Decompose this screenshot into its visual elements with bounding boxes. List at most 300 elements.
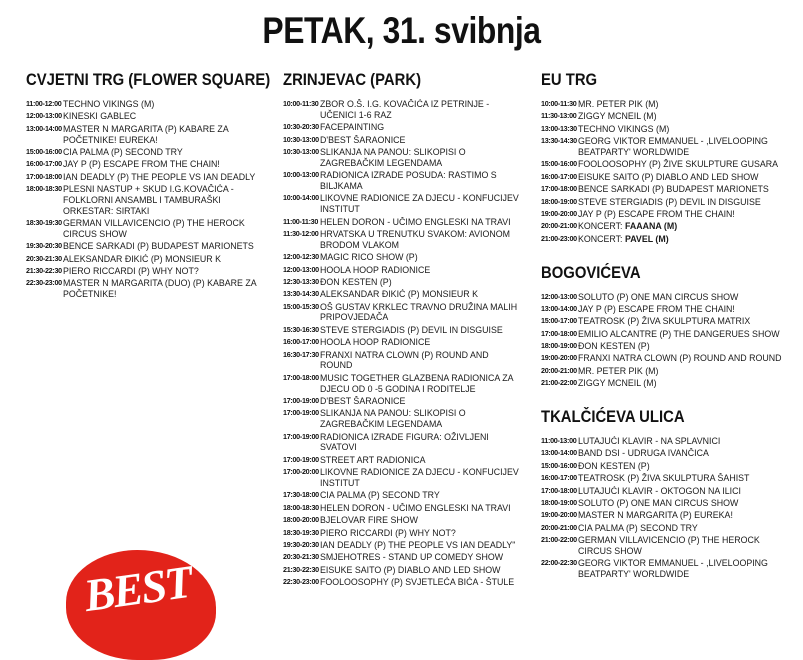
schedule-row xyxy=(283,373,531,395)
event-time: 11:00-13:00 xyxy=(541,436,577,446)
venue-title: CVJETNI TRG (FLOWER SQUARE) xyxy=(26,71,271,89)
schedule-row xyxy=(541,366,795,377)
event-time: 20:00-21:00 xyxy=(541,365,577,375)
event-name xyxy=(320,277,520,288)
column-1 xyxy=(26,70,274,308)
event-text: TECHNO VIKINGS (M) xyxy=(63,99,155,109)
event-text: MAGIC RICO SHOW (P) xyxy=(320,252,418,263)
schedule-row xyxy=(541,535,795,557)
event-name xyxy=(320,99,520,121)
schedule-row xyxy=(283,540,531,551)
event-text: KONCERT: xyxy=(578,221,623,232)
event-name xyxy=(578,234,784,245)
event-text: HOOLA HOOP RADIONICE xyxy=(320,337,431,348)
event-time: 18:00-19:00 xyxy=(541,341,577,351)
event-name xyxy=(578,184,784,195)
event-text: SMJEHOTRES - STAND UP COMEDY SHOW xyxy=(320,552,504,563)
event-text: CIA PALMA (P) SECOND TRY xyxy=(320,490,440,501)
schedule-row xyxy=(541,197,795,208)
event-time: 19:30-20:30 xyxy=(26,241,62,251)
event-name xyxy=(578,378,784,389)
event-time: 10:30-20:30 xyxy=(283,122,319,132)
event-name xyxy=(320,350,520,372)
event-time: 16:30-17:30 xyxy=(283,349,319,359)
schedule-row xyxy=(541,99,795,110)
event-time: 10:00-13:00 xyxy=(283,170,319,180)
event-name xyxy=(578,209,784,220)
event-time: 11:00-12:00 xyxy=(26,99,62,108)
event-time: 19:00-20:00 xyxy=(541,208,577,218)
schedule-row xyxy=(541,292,795,303)
event-text: MR. PETER PIK (M) xyxy=(578,365,659,376)
schedule-row xyxy=(541,510,795,521)
event-text: STEVE STERGIADIS (P) DEVIL IN DISGUISE xyxy=(578,196,761,207)
venue-section xyxy=(541,70,795,245)
event-text: MR. PETER PIK (M) xyxy=(578,99,659,109)
event-name xyxy=(63,99,263,110)
schedule-row xyxy=(541,111,795,122)
event-name xyxy=(578,498,784,509)
schedule-row xyxy=(541,498,795,509)
event-text: JAY P (P) ESCAPE FROM THE CHAIN! xyxy=(578,303,735,314)
schedule-row xyxy=(26,241,274,252)
event-name xyxy=(578,461,784,472)
event-text: CIA PALMA (P) SECOND TRY xyxy=(63,146,183,157)
event-text: IAN DEADLY (P) THE PEOPLE VS IAN DEADLY" xyxy=(320,539,516,550)
event-text: ZIGGY MCNEIL (M) xyxy=(578,111,657,122)
event-text: FOOLOOSOPHY (P) ŽIVE SKULPTURE GUSARA xyxy=(578,159,779,170)
event-text: TEATROSK (P) ŽIVA SKULPTURA MATRIX xyxy=(578,316,751,327)
event-name xyxy=(578,448,784,459)
event-time: 18:00-19:00 xyxy=(541,196,577,206)
schedule-row xyxy=(541,341,795,352)
event-text: LIKOVNE RADIONICE ZA DJECU - KONFUCIJEV INSTITUT xyxy=(320,467,519,488)
schedule-row xyxy=(283,503,531,514)
schedule-row xyxy=(283,99,531,121)
schedule-row xyxy=(26,124,274,146)
event-text: GEORG VIKTOR EMMANUEL - ,LIVELOOPING BEATPARTY' WORLDWIDE xyxy=(578,136,768,157)
event-time: 13:30-14:30 xyxy=(541,136,577,146)
schedule-row xyxy=(283,147,531,169)
event-time: 10:00-11:30 xyxy=(541,99,577,108)
event-name xyxy=(63,254,263,265)
event-name xyxy=(320,135,520,146)
event-time: 11:00-11:30 xyxy=(283,216,319,226)
event-time: 13:00-14:00 xyxy=(541,303,577,313)
event-name xyxy=(63,278,263,300)
event-text: SOLUTO (P) ONE MAN CIRCUS SHOW xyxy=(578,497,739,508)
event-time: 19:00-20:00 xyxy=(541,353,577,363)
event-text: FOOLOOSOPHY (P) SVJETLEĆA BIĆA - ŠTULE xyxy=(320,577,515,588)
event-name xyxy=(320,170,520,192)
event-text: ZIGGY MCNEIL (M) xyxy=(578,378,657,389)
event-time: 20:00-21:00 xyxy=(541,221,577,231)
schedule-row xyxy=(283,467,531,489)
schedule-row xyxy=(283,515,531,526)
event-text: BENCE SARKADI (P) BUDAPEST MARIONETS xyxy=(63,241,254,252)
event-name xyxy=(63,124,263,146)
event-text: PLESNI NASTUP + SKUD I.G.KOVAČIĆA - FOLKLORNI ANSAMBL I TAMBURAŠKI ORKESTAR: SIRTAKI xyxy=(63,184,234,216)
event-name xyxy=(578,136,784,158)
schedule-row xyxy=(283,302,531,324)
event-text: LUTAJUĆI KLAVIR - NA SPLAVNICI xyxy=(578,436,721,447)
schedule-row xyxy=(283,408,531,430)
event-name xyxy=(320,455,520,466)
schedule-row xyxy=(541,523,795,534)
event-time: 17:00-19:00 xyxy=(283,396,319,406)
schedule-row xyxy=(283,396,531,407)
event-name xyxy=(320,552,520,563)
event-text: LUTAJUĆI KLAVIR - OKTOGON NA ILICI xyxy=(578,485,741,496)
schedule-row xyxy=(541,221,795,232)
schedule-row xyxy=(541,473,795,484)
schedule-row xyxy=(541,316,795,327)
event-name xyxy=(320,289,520,300)
event-name xyxy=(320,408,520,430)
event-time: 13:00-14:00 xyxy=(541,448,577,458)
event-name xyxy=(63,241,263,252)
schedule-row xyxy=(283,432,531,454)
event-name xyxy=(578,341,784,352)
venue-section xyxy=(541,407,795,580)
event-text: ĐON KESTEN (P) xyxy=(320,276,392,287)
event-time: 17:00-19:00 xyxy=(283,431,319,441)
event-text: OŠ GUSTAV KRKLEC TRAVNO DRUŽINA MALIH PRIPOVJEDAČA xyxy=(320,301,518,323)
venue-title: ZRINJEVAC (PARK) xyxy=(283,71,422,89)
schedule-row xyxy=(26,278,274,300)
event-name xyxy=(578,124,784,135)
event-headliner: FAAANA (M) xyxy=(624,221,678,232)
event-time: 12:30-13:30 xyxy=(283,276,319,286)
event-name xyxy=(320,147,520,169)
event-text: KINESKI GABLEC xyxy=(63,111,137,122)
event-name xyxy=(320,467,520,489)
event-name xyxy=(578,172,784,183)
event-text: GEORG VIKTOR EMMANUEL - ,LIVELOOPING BEATPARTY' WORLDWIDE xyxy=(578,558,768,580)
event-name xyxy=(320,229,520,251)
event-text: STEVE STERGIADIS (P) DEVIL IN DISGUISE xyxy=(320,324,503,335)
event-text: BJELOVAR FIRE SHOW xyxy=(320,515,418,526)
event-text: HELEN DORON - UČIMO ENGLESKI NA TRAVI xyxy=(320,216,511,227)
event-name xyxy=(63,218,263,240)
event-text: ALEKSANDAR ĐIKIĆ (P) MONSIEUR K xyxy=(320,289,479,300)
event-text: CIA PALMA (P) SECOND TRY xyxy=(578,522,698,533)
event-time: 12:00-13:00 xyxy=(26,111,62,121)
event-text: HOOLA HOOP RADIONICE xyxy=(320,264,431,275)
event-text: FACEPAINTING xyxy=(320,122,385,133)
schedule-row xyxy=(283,217,531,228)
event-name xyxy=(320,122,520,133)
event-name xyxy=(578,486,784,497)
event-time: 17:00-19:00 xyxy=(283,454,319,464)
schedule-row xyxy=(26,99,274,110)
event-text: ALEKSANDAR ĐIKIĆ (P) MONSIEUR K xyxy=(63,253,222,264)
event-time: 17:00-18:00 xyxy=(283,372,319,382)
schedule-row xyxy=(26,111,274,122)
schedule-row xyxy=(283,552,531,563)
event-text: EISUKE SAITO (P) DIABLO AND LED SHOW xyxy=(578,171,759,182)
best-logo xyxy=(66,550,216,660)
event-time: 19:30-20:30 xyxy=(283,539,319,549)
event-time: 22:30-23:00 xyxy=(283,577,319,587)
event-time: 15:00-16:00 xyxy=(541,460,577,470)
event-name xyxy=(578,510,784,521)
event-name xyxy=(320,325,520,336)
event-time: 17:00-19:00 xyxy=(283,408,319,418)
event-time: 19:00-20:00 xyxy=(541,510,577,520)
schedule-row xyxy=(26,147,274,158)
event-time: 21:30-22:30 xyxy=(26,266,62,276)
schedule-row xyxy=(26,172,274,183)
schedule-row xyxy=(541,124,795,135)
schedule-row xyxy=(541,136,795,158)
event-name xyxy=(320,490,520,501)
schedule-row xyxy=(283,122,531,133)
venue-section xyxy=(541,263,795,390)
schedule-row xyxy=(541,234,795,245)
schedule-row xyxy=(541,378,795,389)
schedule-row xyxy=(283,325,531,336)
event-text: D'BEST ŠARAONICE xyxy=(320,396,406,407)
event-time: 17:00-18:00 xyxy=(26,171,62,181)
event-name xyxy=(320,432,520,454)
column-2 xyxy=(283,70,531,596)
event-time: 17:00-18:00 xyxy=(541,485,577,495)
event-text: GERMAN VILLAVICENCIO (P) THE HEROCK CIRCUS SHOW xyxy=(63,218,245,239)
logo-text: BEST xyxy=(80,555,195,622)
event-time: 13:00-14:00 xyxy=(26,123,62,133)
event-name xyxy=(578,111,784,122)
event-name xyxy=(63,172,263,183)
event-time: 20:30-21:30 xyxy=(283,552,319,562)
schedule-row xyxy=(541,558,795,580)
event-time: 11:30-12:00 xyxy=(283,228,319,238)
event-text: FRANXI NATRA CLOWN (P) ROUND AND ROUND xyxy=(578,353,782,364)
event-name xyxy=(578,558,784,580)
event-time: 17:30-18:00 xyxy=(283,490,319,500)
schedule-row xyxy=(26,218,274,240)
event-name xyxy=(320,373,520,395)
schedule-row xyxy=(541,159,795,170)
event-text: TECHNO VIKINGS (M) xyxy=(578,123,670,134)
event-time: 21:30-22:30 xyxy=(283,564,319,574)
schedule-row xyxy=(26,254,274,265)
event-text: HELEN DORON - UČIMO ENGLESKI NA TRAVI xyxy=(320,502,511,513)
event-time: 22:30-23:00 xyxy=(26,278,62,288)
venue-title: EU TRG xyxy=(541,71,598,89)
event-text: RADIONICA IZRADE POSUDA: RASTIMO S BILJKAMA xyxy=(320,170,497,191)
event-name xyxy=(320,252,520,263)
event-name xyxy=(320,528,520,539)
event-name xyxy=(578,159,784,170)
event-text: FRANXI NATRA CLOWN (P) ROUND AND ROUND xyxy=(320,349,489,371)
event-time: 10:00-14:00 xyxy=(283,193,319,203)
event-text: STREET ART RADIONICA xyxy=(320,454,426,465)
schedule-row xyxy=(541,486,795,497)
event-text: EISUKE SAITO (P) DIABLO AND LED SHOW xyxy=(320,564,501,575)
event-text: D'BEST ŠARAONICE xyxy=(320,134,406,145)
event-time: 15:00-17:00 xyxy=(541,316,577,326)
event-time: 18:00-19:00 xyxy=(541,497,577,507)
event-name xyxy=(320,217,520,228)
event-text: SLIKANJA NA PANOU: SLIKOPISI O ZAGREBAČKIM LEGENDAMA xyxy=(320,408,466,430)
event-text: JAY P (P) ESCAPE FROM THE CHAIN! xyxy=(63,159,220,170)
event-time: 10:00-11:30 xyxy=(283,99,319,108)
event-text: HRVATSKA U TRENUTKU SVAKOM: AVIONOM BRODOM VLAKOM xyxy=(320,228,510,250)
schedule-row xyxy=(26,184,274,216)
schedule-row xyxy=(283,289,531,300)
event-text: EMILIO ALCANTRE (P) THE DANGERUES SHOW xyxy=(578,328,780,339)
event-text: MUSIC TOGETHER GLAZBENA RADIONICA ZA DJECU OD 0 -5 GODINA I RODITELJE xyxy=(320,372,514,394)
schedule-row xyxy=(541,209,795,220)
event-name xyxy=(578,366,784,377)
event-text: IAN DEADLY (P) THE PEOPLE VS IAN DEADLY xyxy=(63,171,256,182)
event-time: 21:00-22:00 xyxy=(541,378,577,388)
event-text: PIERO RICCARDI (P) WHY NOT? xyxy=(63,266,199,277)
event-time: 18:30-19:30 xyxy=(283,527,319,537)
event-text: ĐON KESTEN (P) xyxy=(578,460,650,471)
event-name xyxy=(578,535,784,557)
schedule-row xyxy=(283,229,531,251)
schedule-row xyxy=(541,353,795,364)
event-text: BAND DSI - UDRUGA IVANČICA xyxy=(578,448,709,459)
event-name xyxy=(320,540,520,551)
schedule-row xyxy=(26,266,274,277)
event-time: 11:30-13:00 xyxy=(541,111,577,121)
schedule-row xyxy=(541,184,795,195)
event-time: 17:00-18:00 xyxy=(541,328,577,338)
page-title: PETAK, 31. svibnja xyxy=(262,10,541,51)
event-time: 20:30-21:30 xyxy=(26,253,62,263)
event-name xyxy=(320,515,520,526)
schedule-row xyxy=(283,252,531,263)
event-text: ĐON KESTEN (P) xyxy=(578,341,650,352)
event-name xyxy=(63,266,263,277)
event-name xyxy=(578,292,784,303)
event-time: 10:30-13:00 xyxy=(283,134,319,144)
schedule-row xyxy=(541,448,795,459)
event-time: 13:30-14:30 xyxy=(283,289,319,299)
event-time: 16:00-17:00 xyxy=(541,171,577,181)
venue-title: TKALČIĆEVA ULICA xyxy=(541,408,685,427)
event-time: 16:00-17:00 xyxy=(26,159,62,169)
event-name xyxy=(63,159,263,170)
event-text: SOLUTO (P) ONE MAN CIRCUS SHOW xyxy=(578,291,739,302)
event-text: GERMAN VILLAVICENCIO (P) THE HEROCK CIRCUS SHOW xyxy=(578,535,760,556)
event-name xyxy=(320,503,520,514)
event-text: BENCE SARKADI (P) BUDAPEST MARIONETS xyxy=(578,184,769,195)
event-name xyxy=(320,302,520,324)
event-time: 21:00-23:00 xyxy=(541,233,577,243)
event-text: MASTER N MARGARITA (P) EUREKA! xyxy=(578,510,733,521)
event-time: 22:00-22:30 xyxy=(541,558,577,568)
event-time: 18:00-20:00 xyxy=(283,515,319,525)
schedule-row xyxy=(541,461,795,472)
event-name xyxy=(578,304,784,315)
schedule-row xyxy=(283,455,531,466)
event-name xyxy=(320,577,520,588)
event-time: 18:00-18:30 xyxy=(283,502,319,512)
event-time: 17:00-20:00 xyxy=(283,467,319,477)
event-time: 18:00-18:30 xyxy=(26,184,62,194)
event-time: 16:00-17:00 xyxy=(541,473,577,483)
column-3 xyxy=(541,70,795,588)
event-time: 15:30-16:30 xyxy=(283,324,319,334)
event-name xyxy=(578,353,784,364)
event-name xyxy=(320,337,520,348)
schedule-row xyxy=(283,277,531,288)
event-name xyxy=(578,473,784,484)
event-text: KONCERT: xyxy=(578,233,623,244)
event-name xyxy=(320,565,520,576)
event-name xyxy=(578,329,784,340)
schedule-row xyxy=(283,135,531,146)
event-text: JAY P (P) ESCAPE FROM THE CHAIN! xyxy=(578,208,735,219)
event-time: 15:00-15:30 xyxy=(283,301,319,311)
event-name xyxy=(320,265,520,276)
schedule-row xyxy=(541,436,795,447)
event-name xyxy=(578,99,784,110)
event-text: ZBOR O.Š. I.G. KOVAČIĆA IZ PETRINJE - UČENICI 1-6 RAZ xyxy=(320,99,490,120)
schedule-row xyxy=(283,193,531,215)
event-time: 20:00-21:00 xyxy=(541,522,577,532)
schedule-row xyxy=(283,577,531,588)
event-time: 17:00-18:00 xyxy=(541,184,577,194)
venue-section xyxy=(283,70,531,588)
schedule-row xyxy=(26,159,274,170)
event-text: SLIKANJA NA PANOU: SLIKOPISI O ZAGREBAČKIM LEGENDAMA xyxy=(320,146,466,168)
event-name xyxy=(63,111,263,122)
event-time: 12:00-13:00 xyxy=(283,264,319,274)
event-name xyxy=(578,316,784,327)
event-name xyxy=(63,147,263,158)
venue-section xyxy=(26,70,274,300)
event-time: 21:00-22:00 xyxy=(541,535,577,545)
event-time: 12:00-12:30 xyxy=(283,252,319,262)
event-text: TEATROSK (P) ŽIVA SKULPTURA ŠAHIST xyxy=(578,473,750,484)
schedule-row xyxy=(283,350,531,372)
event-name xyxy=(578,221,784,232)
event-time: 13:00-13:30 xyxy=(541,123,577,133)
event-time: 15:00-16:00 xyxy=(541,159,577,169)
schedule-row xyxy=(541,329,795,340)
event-name xyxy=(320,193,520,215)
schedule-row xyxy=(541,304,795,315)
event-time: 12:00-13:00 xyxy=(541,291,577,301)
event-time: 18:30-19:30 xyxy=(26,218,62,228)
schedule-row xyxy=(283,490,531,501)
event-name xyxy=(578,523,784,534)
event-headliner: PAVEL (M) xyxy=(624,233,669,244)
event-time: 15:00-16:00 xyxy=(26,146,62,156)
event-time: 16:00-17:00 xyxy=(283,337,319,347)
schedule-row xyxy=(283,528,531,539)
event-name xyxy=(578,197,784,208)
schedule-row xyxy=(283,565,531,576)
event-text: LIKOVNE RADIONICE ZA DJECU - KONFUCIJEV INSTITUT xyxy=(320,193,519,215)
schedule-row xyxy=(541,172,795,183)
event-name xyxy=(63,184,263,216)
event-text: MASTER N MARGARITA (P) KABARE ZA POČETNIKE! EUREKA! xyxy=(63,123,229,145)
schedule-row xyxy=(283,265,531,276)
event-text: PIERO RICCARDI (P) WHY NOT? xyxy=(320,527,456,538)
schedule-row xyxy=(283,337,531,348)
event-time: 10:30-13:00 xyxy=(283,146,319,156)
event-text: MASTER N MARGARITA (DUO) (P) KABARE ZA POČETNIKE! xyxy=(63,278,257,300)
venue-title: BOGOVIĆEVA xyxy=(541,263,641,282)
event-name xyxy=(578,436,784,447)
event-text: RADIONICA IZRADE FIGURA: OŽIVLJENI SVATOVI xyxy=(320,431,489,453)
